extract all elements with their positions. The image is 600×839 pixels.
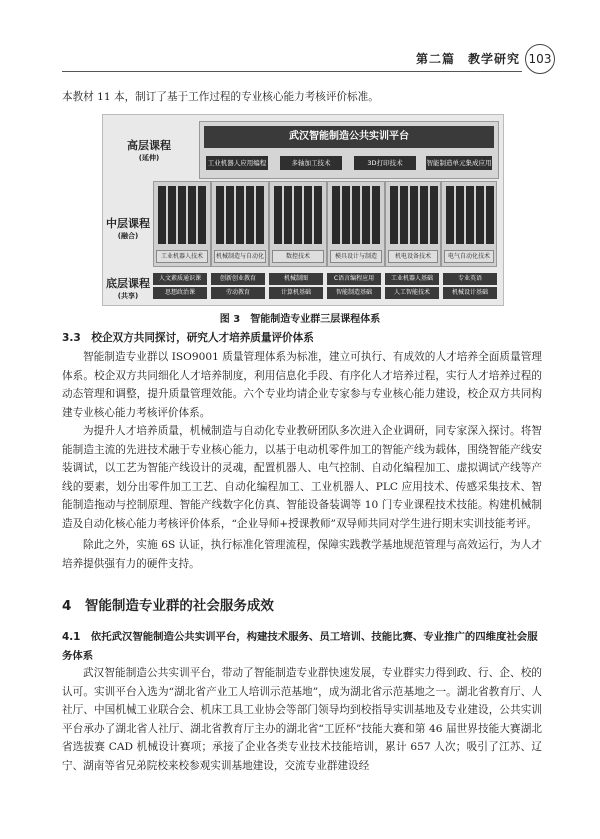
course-system-figure <box>102 114 504 306</box>
base-course-item: 计算机基础 <box>269 287 323 299</box>
base-course-item: 劳动教育 <box>211 287 265 299</box>
header-rule <box>62 71 522 72</box>
course-group: 数控技术 <box>269 181 327 267</box>
top-tier-box <box>199 121 499 179</box>
base-course-item: 机械设计基础 <box>443 287 497 299</box>
top-course-item: 多轴加工技术 <box>280 156 342 170</box>
top-course-item: 智能制造单元集成应用 <box>426 156 492 170</box>
base-course-item: 机械制图 <box>269 273 323 285</box>
base-course-item: 智能制造基础 <box>327 287 381 299</box>
body-paragraph: 除此之外，实施 6S 认证，执行标准化管理流程，保障实践教学基地规范管理与高效运行，为人才培养提供强有力的硬件支持。 <box>62 539 542 570</box>
platform-title: 武汉智能制造公共实训平台 <box>204 126 494 148</box>
section-3-3-heading: 3.3 校企双方共同探讨，研究人才培养质量评价体系 <box>62 332 314 344</box>
base-course-item: 思想政治课 <box>153 287 207 299</box>
course-group: 电气自动化技术 <box>441 181 497 267</box>
base-course-item: 专业英语 <box>443 273 497 285</box>
running-title: 第二篇 教学研究 <box>415 52 520 66</box>
intro-paragraph: 本教材 11 本，制订了基于工作过程的专业核心能力考核评价标准。 <box>62 91 379 103</box>
top-course-item: 工业机器人应用编程 <box>206 156 268 170</box>
course-group: 机电设备技术 <box>385 181 441 267</box>
body-paragraph: 为提升人才培养质量，机械制造与自动化专业教研团队多次进入企业调研，同专家深入探讨。将智能制造主流的先进技术融于专业核心能力，以基于电动机零件加工的智能产线为载体，围绕智能产线安装调试，以工艺为智能产线设计的灵魂，配置机器人、电气控制、自动化编程加工、虚拟调试产线等产线的要素，划分出零件加工工艺、自动化编程加工、工业机器人、PLC 应用技术、传感采集技术、智能制造拖动与控制原理、智能产线数字化仿真、智能设备装调等 10 门专业课程技术技能。构建机械制造及自动化核心能力考核评价体系，“企业导师+授课教师”双导师共同对学生进行期末实训技能考评。 <box>62 425 542 530</box>
page-header <box>0 38 600 78</box>
course-group: 工业机器人技术 <box>153 181 211 267</box>
page-number: 103 <box>525 44 555 74</box>
bottom-tier-label: 底层课程 (共享) <box>106 277 150 300</box>
base-course-item: 人文素质通识课 <box>153 273 207 285</box>
course-group: 模具设计与制造 <box>327 181 385 267</box>
body-paragraph: 武汉智能制造公共实训平台，带动了智能制造专业群快速发展，专业群实力得到政、行、企、校的认可。实训平台入选为“湖北省产业工人培训示范基地”，成为湖北省示范基地之一。湖北省教育厅、人社厅、中国机械工业联合会、机床工具工业协会等部门领导均到校指导实训基地及专业建设，公共实训平台承办了湖北省人社厅、湖北省教育厅主办的湖北省“工匠杯”技能大赛和第 46 届世界技能大赛湖北省选拔赛 CAD 机械设计赛项；承接了企业各类专业技术技能培训，累计 657 人次；吸引了江苏、辽宁、湖南等省兄弟院校来校参观实训基地建设，交流专业群建设经 <box>62 667 542 772</box>
base-course-item: C语言编程应用 <box>327 273 381 285</box>
body-paragraph: 智能制造专业群以 ISO9001 质量管理体系为标准，建立可执行、有成效的人才培养全面质量管理体系。校企双方共同细化人才培养制度，利用信息化手段、有序化人才培养过程，实行人才培养过程的动态管理和调整，提升质量管理效能。六个专业均请企业专家参与专业核心能力建设，校企双方共同构建专业核心能力考核评价体系。 <box>62 351 542 419</box>
base-course-item: 创新创业教育 <box>211 273 265 285</box>
figure-caption: 图 3 智能制造专业群三层课程体系 <box>219 314 381 325</box>
top-tier-label: 高层课程 (延伸) <box>127 139 171 162</box>
bottom-tier-box <box>153 271 497 301</box>
top-course-item: 3D打印技术 <box>354 156 416 170</box>
section-4-heading: 4 智能制造专业群的社会服务成效 <box>62 598 274 614</box>
section-4-1-heading: 4.1 依托武汉智能制造公共实训平台，构建技术服务、员工培训、技能比赛、专业推广的四维度社会服务体系 <box>62 631 538 662</box>
mid-tier-label: 中层课程 (融合) <box>106 217 150 240</box>
base-course-item: 工业机器人基础 <box>385 273 439 285</box>
mid-tier-box <box>153 181 497 267</box>
course-group: 机械制造与自动化 <box>211 181 269 267</box>
base-course-item: 人工智能技术 <box>385 287 439 299</box>
